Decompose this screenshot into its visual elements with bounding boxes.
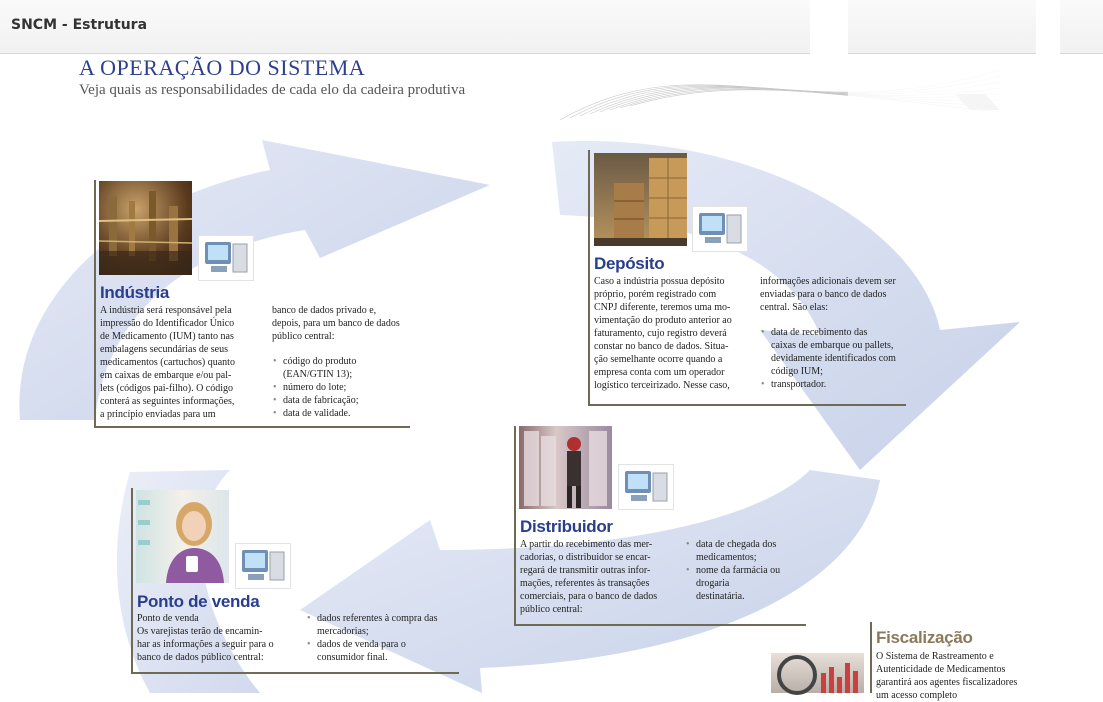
industria-text-col2: banco de dados privado e, depois, para um banco de dados público central: • código do produto (EAN/GTIN 13); • número do lote; • data de fabricação; • data de validade. (272, 304, 410, 420)
desktop-computer-icon (235, 543, 291, 589)
pharmacy-customer-photo (136, 490, 229, 583)
panel-ponto-de-venda (131, 488, 459, 674)
distribuidor-text-col2 (685, 538, 806, 603)
heading-deposito: Depósito (594, 254, 665, 273)
deposito-text-col2: informações adicionais devem ser enviadas para o banco de dados central. São elas: • data de recebimento das caixas de embarque ou pallets, devidamente identificados com código IUM; • transportador. (760, 275, 906, 391)
list-item: • transportador. (760, 378, 906, 391)
fiscalizacao-text: O Sistema de Rastreamento e Autenticidade de Medicamentos garantirá aos agentes fiscalizadores um acesso completo (876, 651, 1018, 701)
ponto-text-col1: Ponto de venda Os varejistas terão de encamin- har as informações a seguir para o banco de dados público central: (137, 613, 274, 663)
factory-photo (99, 181, 192, 275)
panel-fiscalizacao (870, 622, 1103, 701)
inspection-photo (771, 653, 864, 693)
desktop-computer-icon (618, 464, 674, 510)
list-item: • dados de venda para o consumidor final. (306, 638, 459, 664)
ponto-text-col2 (306, 612, 459, 664)
desktop-computer-icon (198, 235, 254, 281)
app-title: SNCM - Estrutura (11, 17, 148, 33)
panel-deposito (588, 150, 906, 406)
heading-ponto-de-venda: Ponto de venda (137, 592, 260, 611)
desktop-computer-icon (692, 206, 748, 252)
list-item: • dados referentes à compra das mercadorias; (306, 612, 459, 638)
distribuidor-text-col1: A partir do recebimento das mer- cadorias, o distribuidor se encar- regará de transmitir outras infor- mações, referentes às transações comerciais, para o banco de dados público central: (520, 539, 658, 615)
list-item: • data de fabricação; (272, 394, 410, 407)
list-item: • data de chegada dos medicamentos; (685, 538, 806, 564)
page-subtitle: Veja quais as responsabilidades de cada elo da cadeira produtiva (79, 82, 466, 98)
page-title: A OPERAÇÃO DO SISTEMA (79, 55, 366, 80)
deposito-text-col1: Caso a indústria possua depósito próprio, porém registrado com CNPJ diferente, teremos uma mo- vimentação do produto anterior ao faturamento, cujo registro deverá constar no banco de dados. Situa- ção semelhante ocorre quando a empresa conta com um operador logístico terceirizado. Nesse caso, (594, 276, 732, 391)
heading-fiscalizacao: Fiscalização (876, 628, 973, 647)
list-item: • data de recebimento das caixas de embarque ou pallets, devidamente identificados com código IUM; (760, 326, 906, 378)
list-item: • data de validade. (272, 407, 410, 420)
panel-industria (94, 180, 410, 428)
heading-industria: Indústria (100, 283, 170, 302)
distribution-photo (519, 426, 612, 509)
heading-distribuidor: Distribuidor (520, 517, 613, 536)
warehouse-photo (594, 153, 687, 246)
list-item: • código do produto (EAN/GTIN 13); (272, 355, 410, 381)
list-item: • nome da farmácia ou drogaria destinatária. (685, 564, 806, 603)
industria-text-col1: A indústria será responsável pela impressão do Identificador Único de Medicamento (IUM) tanto nas embalagens secundárias de seus medicamentos (cartuchos) quanto em caixas de embarque e/ou pal- lets (códigos pai-filho). O código conterá as seguintes informações, a princípio enviadas para um (100, 305, 235, 420)
panel-distribuidor (514, 426, 806, 626)
list-item: • número do lote; (272, 381, 410, 394)
